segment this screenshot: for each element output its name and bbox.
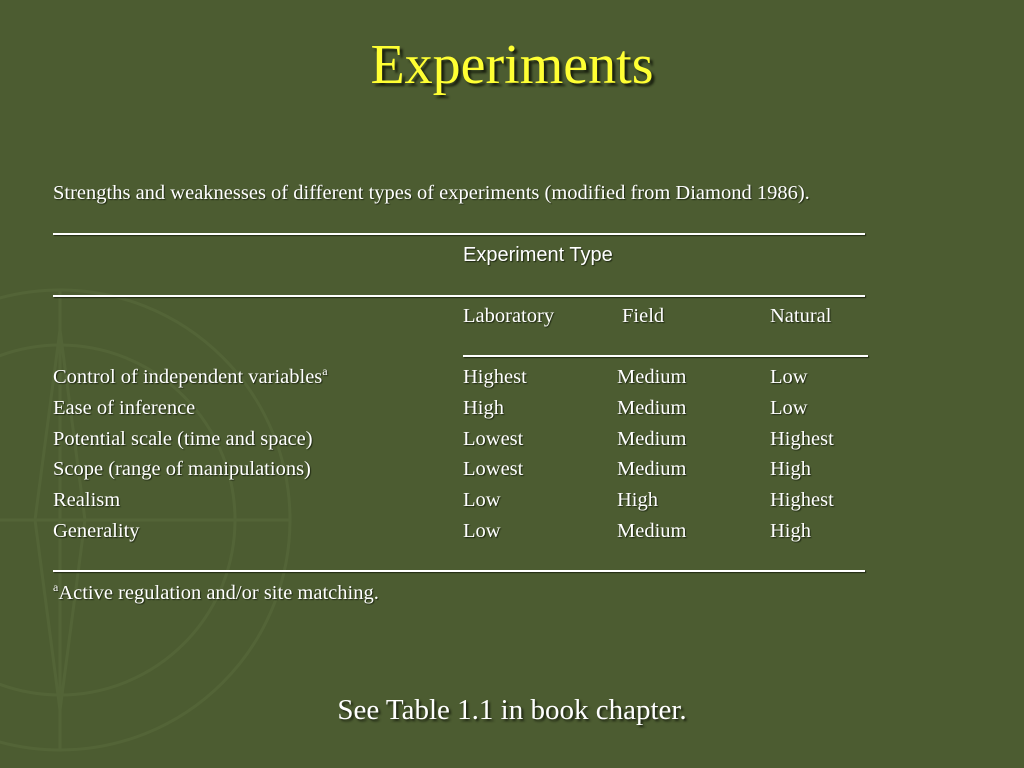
- cell-natural: Low: [770, 366, 808, 388]
- column-header-laboratory: Laboratory: [463, 305, 555, 327]
- cell-field: Medium: [617, 366, 687, 388]
- column-header-field: Field: [622, 305, 665, 327]
- cell-field: Medium: [617, 520, 687, 542]
- row-label: Potential scale (time and space): [53, 428, 313, 450]
- row-label: Generality: [53, 520, 140, 542]
- cell-natural: High: [770, 520, 811, 542]
- slide-footer-note: See Table 1.1 in book chapter.: [337, 694, 687, 726]
- table-footnote: $^a$Active regulation and/or site matching.: [53, 580, 379, 604]
- row-label: Ease of inference: [53, 397, 196, 419]
- cell-laboratory: High: [463, 397, 504, 419]
- slide-title: Experiments: [370, 34, 654, 96]
- cell-field: Medium: [617, 397, 687, 419]
- row-label: Scope (range of manipulations): [53, 458, 311, 480]
- cell-natural: Low: [770, 397, 808, 419]
- table-caption: Strengths and weaknesses of different types of experiments (modified from Diamond 1986).: [53, 182, 810, 204]
- row-label: Control of independent variables$^a$: [53, 364, 328, 388]
- table-top-rule: [53, 233, 865, 235]
- cell-laboratory: Low: [463, 520, 501, 542]
- cell-natural: High: [770, 458, 811, 480]
- cell-field: Medium: [617, 428, 687, 450]
- group-header-rule: [53, 295, 865, 297]
- cell-laboratory: Highest: [463, 366, 527, 388]
- column-header-natural: Natural: [770, 305, 832, 327]
- cell-natural: Highest: [770, 428, 834, 450]
- cell-field: Medium: [617, 458, 687, 480]
- table-bottom-rule: [53, 570, 865, 572]
- group-header: Experiment Type: [463, 244, 613, 266]
- cell-laboratory: Lowest: [463, 458, 524, 480]
- footnote-marker: a: [53, 580, 59, 595]
- cell-natural: Highest: [770, 489, 834, 511]
- cell-field: High: [617, 489, 658, 511]
- cell-laboratory: Low: [463, 489, 501, 511]
- column-header-rule: [463, 355, 868, 357]
- row-label: Realism: [53, 489, 121, 511]
- cell-laboratory: Lowest: [463, 428, 524, 450]
- footnote-marker: a: [322, 364, 328, 379]
